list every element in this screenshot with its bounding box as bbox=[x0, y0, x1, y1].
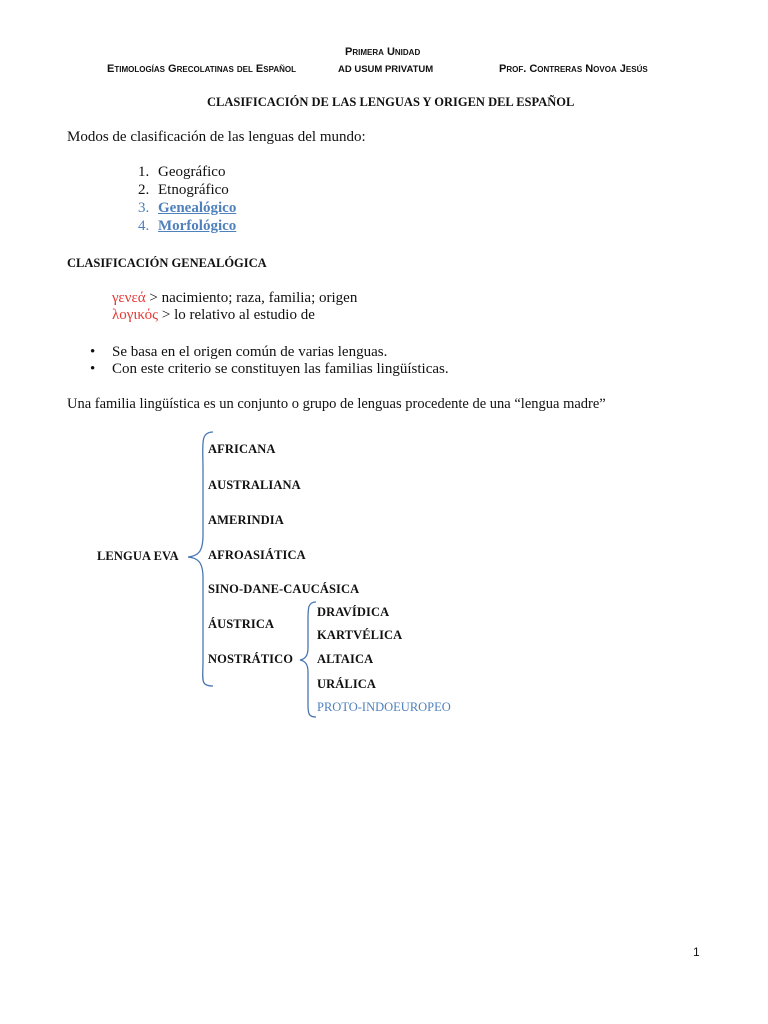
subfamily-uralica: URÁLICA bbox=[317, 677, 377, 691]
family-nostratico: NOSTRÁTICO bbox=[208, 652, 294, 666]
mode-link-morfologico[interactable]: Morfológico bbox=[158, 218, 237, 234]
mode-num: 1. bbox=[138, 164, 150, 180]
greek-word: γενεά bbox=[112, 290, 146, 306]
subfamily-dravidica: DRAVÍDICA bbox=[317, 605, 390, 619]
header-subtitle: AD USUM PRIVATUM bbox=[338, 64, 434, 75]
subfamily-altaica: ALTAICA bbox=[317, 652, 374, 666]
subfamily-kartvelica: KARTVÉLICA bbox=[317, 628, 403, 642]
bullet-text: Se basa en el origen común de varias lenguas. bbox=[112, 344, 388, 360]
mode-num: 3. bbox=[138, 200, 150, 216]
mode-link-genealogico[interactable]: Genealógico bbox=[158, 200, 237, 216]
greek-meaning: > nacimiento; raza, familia; origen bbox=[145, 290, 358, 306]
family-amerindia: AMERINDIA bbox=[208, 513, 284, 527]
mode-label: Geográfico bbox=[158, 164, 226, 180]
greek-word: λογικός bbox=[112, 307, 159, 323]
tree-root: LENGUA EVA bbox=[97, 549, 179, 563]
header-professor: Prof. Contreras Novoa Jesús bbox=[499, 63, 648, 75]
family-australiana: AUSTRALIANA bbox=[208, 478, 301, 492]
definition-text: Una familia lingüística es un conjunto o grupo de lenguas procedente de una “lengua madre” bbox=[67, 396, 606, 412]
family-sino-dane-caucasica: SINO-DANE-CAUCÁSICA bbox=[208, 582, 360, 596]
greek-meaning: > lo relativo al estudio de bbox=[158, 307, 315, 323]
small-brace bbox=[300, 602, 316, 717]
header-unit: Primera Unidad bbox=[345, 46, 421, 58]
subfamily-proto-indoeuropeo: PROTO-INDOEUROPEO bbox=[317, 700, 451, 714]
intro-text: Modos de clasificación de las lenguas del mundo: bbox=[67, 129, 366, 145]
page-title: CLASIFICACIÓN DE LAS LENGUAS Y ORIGEN DEL ESPAÑOL bbox=[207, 95, 575, 109]
mode-label: Etnográfico bbox=[158, 182, 229, 198]
family-africana: AFRICANA bbox=[208, 442, 276, 456]
family-afroasiatica: AFROASIÁTICA bbox=[208, 548, 306, 562]
section-title: CLASIFICACIÓN GENEALÓGICA bbox=[67, 256, 267, 270]
header-course: Etimologías Grecolatinas del Español bbox=[107, 63, 296, 75]
bullet-icon: • bbox=[90, 361, 96, 377]
page-number: 1 bbox=[693, 945, 700, 959]
bullet-icon: • bbox=[90, 344, 96, 360]
mode-num: 2. bbox=[138, 182, 150, 198]
mode-num: 4. bbox=[138, 218, 150, 234]
family-austrica: ÁUSTRICA bbox=[208, 617, 275, 631]
bullet-text: Con este criterio se constituyen las familias lingüísticas. bbox=[112, 361, 449, 377]
